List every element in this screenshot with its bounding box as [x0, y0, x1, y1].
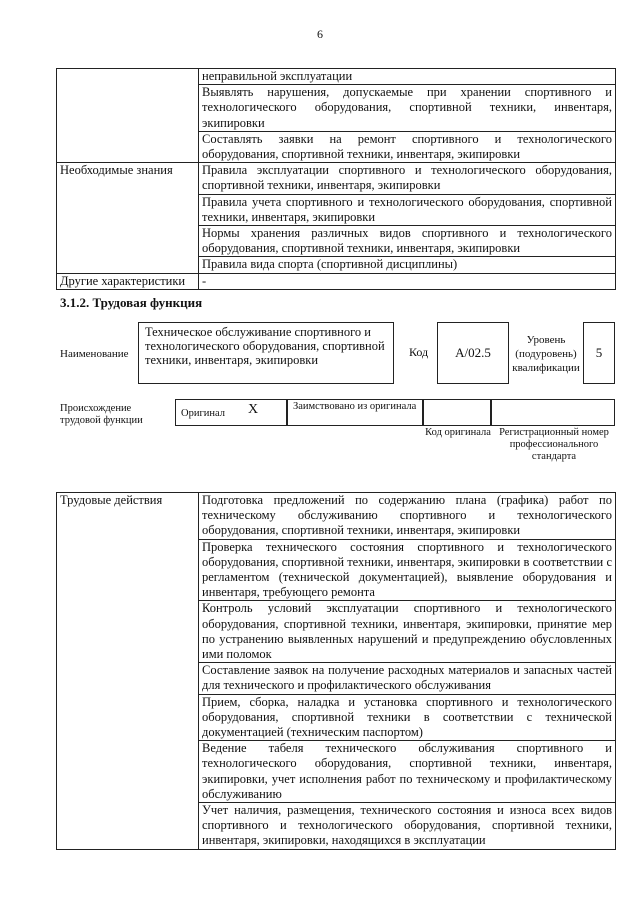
knowledge-item: Нормы хранения различных видов спортивного и технологического оборудования, спортивной техники, инвентаря, экипировки	[199, 226, 616, 257]
knowledge-item: Правила учета спортивного и технологического оборудования, спортивной техники, инвентаря, экипировки	[199, 194, 616, 225]
registration-number-box	[491, 399, 615, 426]
labor-actions-table	[56, 492, 616, 850]
code-box	[437, 322, 509, 384]
knowledge-item: Правила вида спорта (спортивной дисциплины)	[199, 257, 616, 273]
function-name-box	[138, 322, 394, 384]
original-mark: X	[248, 402, 259, 417]
labor-action-item: Подготовка предложений по содержанию плана (графика) работ по техническому обслуживанию спортивного и технологического оборудования, спортивной техники, инвентаря, экипировки	[199, 493, 616, 540]
code-value: A/02.5	[455, 345, 491, 360]
name-label: Наименование	[60, 348, 129, 360]
level-label: Уровень (подуровень) квалификации	[512, 334, 580, 374]
labor-action-item: Учет наличия, размещения, технического состояния и износа всех видов спортивного и технологического оборудования, спортивной техники, инвентаря, экипировки, находящихся в эксплуатации	[199, 803, 616, 850]
original-code-box	[423, 399, 491, 426]
blank-label-cell	[57, 69, 199, 163]
skill-item: Составлять заявки на ремонт спортивного и технологического оборудования, спортивной техники, инвентаря, экипировки	[199, 131, 616, 162]
labor-action-item: Ведение табеля технического обслуживания спортивного и технологического оборудования, спортивной техники, инвентаря, экипировки, учет исполнения работ по техническому и профилактическому обслуживанию	[199, 741, 616, 803]
section-heading: 3.1.2. Трудовая функция	[60, 295, 203, 310]
labor-action-item: Прием, сборка, наладка и установка спортивного и технологического оборудования, спортивной техники в соответствии с технической документацией (техническим паспортом)	[199, 694, 616, 741]
level-value: 5	[595, 345, 603, 360]
code-label: Код	[409, 345, 429, 359]
skill-item: неправильной эксплуатации	[199, 69, 616, 85]
other-characteristics-label: Другие характеристики	[57, 273, 199, 289]
borrowed-label: Заимствовано из оригинала	[293, 401, 417, 412]
original-label: Оригинал	[181, 408, 225, 419]
registration-number-caption: Регистрационный номер профессионального стандарта	[499, 427, 609, 462]
skill-item: Выявлять нарушения, допускаемые при хранении спортивного и технологического оборудования, спортивной техники, инвентаря, экипировки	[199, 85, 616, 132]
labor-action-item: Составление заявок на получение расходных материалов и запасных частей для технического и профилактического обслуживания	[199, 663, 616, 694]
original-box	[175, 399, 287, 426]
other-characteristics-value: -	[199, 273, 616, 289]
labor-action-item: Контроль условий эксплуатации спортивного и технологического оборудования, спортивной техники, инвентаря, экипировки, принятие мер по устранению выявленных нарушений и предупреждению обусловленных ими поломок	[199, 601, 616, 663]
labor-action-item: Проверка технического состояния спортивного и технологического оборудования, спортивной техники, инвентаря, экипировки в соответствии с регламентом (технической документацией), выявление оборудования и инвентаря, требующего ремонта	[199, 539, 616, 601]
original-code-caption: Код оригинала	[425, 427, 491, 438]
borrowed-box	[287, 399, 423, 426]
knowledge-item: Правила эксплуатации спортивного и технологического оборудования, спортивной техники, инвентаря, экипировки	[199, 163, 616, 194]
function-name-value: Техническое обслуживание спортивного и технологического оборудования, спортивной техники, инвентаря, экипировки	[145, 325, 385, 367]
origin-label: Происхождение трудовой функции	[60, 403, 143, 426]
page-number: 6	[317, 27, 323, 41]
knowledge-label: Необходимые знания	[57, 163, 199, 273]
level-box	[583, 322, 615, 384]
skills-knowledge-table	[56, 68, 616, 290]
labor-actions-label: Трудовые действия	[57, 493, 199, 850]
